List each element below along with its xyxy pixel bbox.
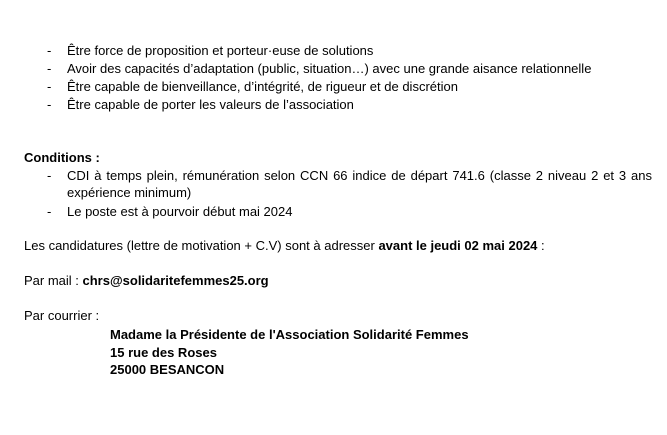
bullet-dash: - [47, 43, 52, 58]
bullet-dash: - [47, 97, 52, 112]
bullet-dash: - [47, 79, 52, 94]
condition-item-1-line-1: CDI à temps plein, rémunération selon CCN 66 indice de départ 741.6 (classe 2 niveau 2 et 3 ans [67, 168, 652, 183]
bullet-dash: - [47, 61, 52, 76]
condition-item-1-line-2: expérience minimum) [67, 185, 192, 200]
mail-line [24, 272, 269, 289]
post-city: 25000 BESANCON [110, 362, 225, 377]
condition-item-2: Le poste est à pourvoir début mai 2024 [67, 204, 293, 219]
quality-item-4: Être capable de porter les valeurs de l’association [67, 97, 354, 112]
bullet-dash: - [47, 168, 52, 183]
application-sentence [24, 237, 545, 254]
post-label: Par courrier : [24, 308, 100, 323]
mail-address: chrs@solidaritefemmes25.org [82, 273, 269, 288]
application-colon: : [537, 238, 545, 253]
quality-item-3: Être capable de bienveillance, d’intégrité, de rigueur et de discrétion [67, 79, 458, 94]
application-text: Les candidatures (lettre de motivation + C.V) sont à adresser [24, 238, 379, 253]
quality-item-2: Avoir des capacités d’adaptation (public, situation…) avec une grande aisance relationnelle [67, 61, 592, 76]
post-recipient: Madame la Présidente de l'Association Solidarité Femmes [110, 327, 469, 342]
application-deadline: avant le jeudi 02 mai 2024 [378, 238, 538, 253]
quality-item-1: Être force de proposition et porteur·euse de solutions [67, 43, 374, 58]
mail-label: Par mail : [24, 273, 83, 288]
conditions-heading: Conditions : [24, 150, 100, 165]
bullet-dash: - [47, 204, 52, 219]
post-street: 15 rue des Roses [110, 345, 217, 360]
